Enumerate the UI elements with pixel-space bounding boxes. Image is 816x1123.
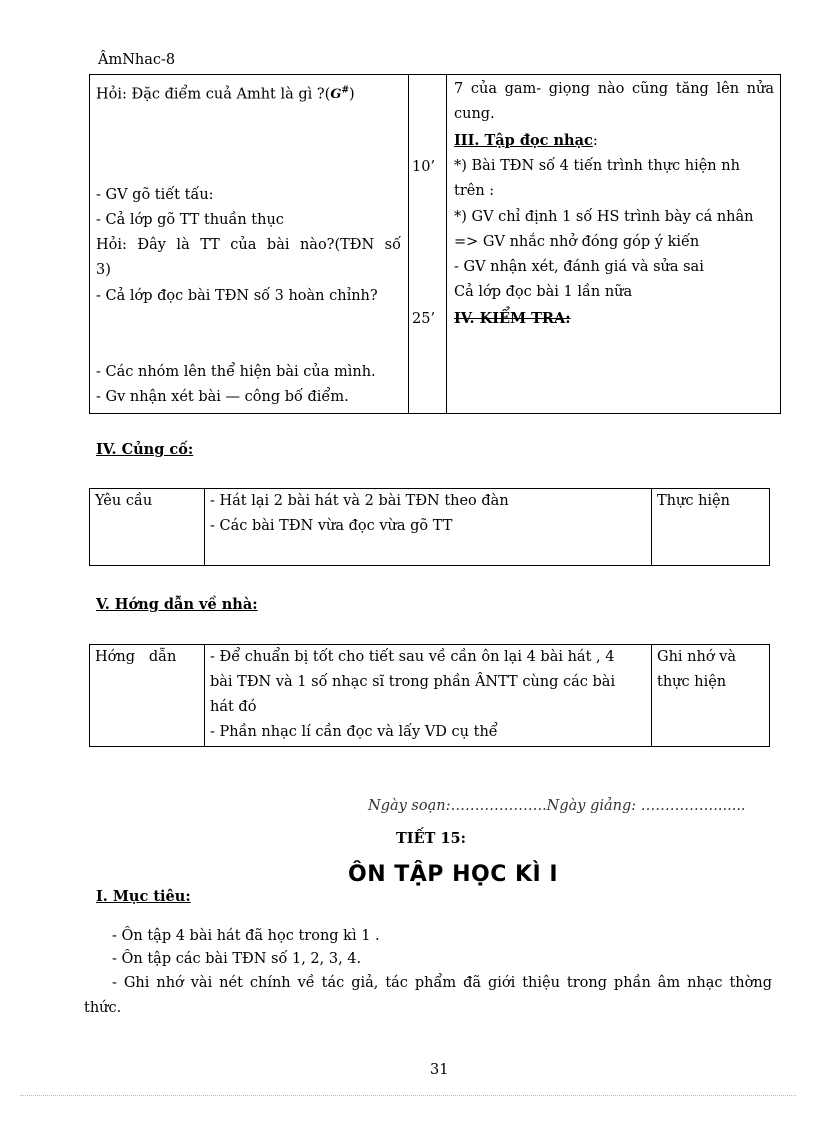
right-line-2: cung. <box>454 106 495 122</box>
page-number: 31 <box>430 1062 449 1078</box>
left-line-4: Hỏi: Đây là TT của bài nào?(TĐN số <box>96 237 401 253</box>
right-line-7: => GV nhắc nhở đóng góp ý kiến <box>454 234 700 250</box>
left-line-5: 3) <box>96 262 111 278</box>
lesson-table <box>89 74 781 414</box>
objectives-heading: I. Mục tiêu: <box>96 888 191 905</box>
date-line: Ngày soạn:………………..Ngày giảng: ……………....... <box>368 798 746 814</box>
huong-dan-heading: V. Hớng dẫn về nhà: <box>96 596 258 613</box>
objective-3-cont: thức. <box>84 1000 122 1016</box>
right-line-9: Cả lớp đọc bài 1 lần nữa <box>454 284 633 300</box>
time-10: 10’ <box>412 159 436 175</box>
huong-dan-table <box>89 644 770 747</box>
left-line-8: - Gv nhận xét bài — công bố điểm. <box>96 389 349 405</box>
left-line-2: - GV gõ tiết tấu: <box>96 187 214 203</box>
huong-dan-col1: Hớng dẫn <box>90 645 205 747</box>
cung-co-table <box>89 488 770 566</box>
g-sharp-symbol: G# <box>330 86 349 103</box>
right-line-8: - GV nhận xét, đánh giá và sửa sai <box>454 259 704 275</box>
tap-doc-nhac-heading: III. Tập đọc nhạc: <box>454 132 598 149</box>
question-1: Hỏi: Đặc điểm cuả Amht là gì ?(G#) <box>96 86 355 103</box>
left-line-6: - Cả lớp đọc bài TĐN số 3 hoàn chỉnh? <box>96 288 378 304</box>
right-line-1: 7 của gam- giọng nào cũng tăng lên nửa <box>454 81 774 97</box>
objective-2: - Ôn tập các bài TĐN số 1, 2, 3, 4. <box>112 951 362 967</box>
cung-co-heading: IV. Củng cố: <box>96 441 194 458</box>
cung-co-col1: Yêu cầu <box>90 489 205 566</box>
huong-dan-col3: Ghi nhớ và thực hiện <box>652 645 770 747</box>
right-line-5: trên : <box>454 183 495 199</box>
lesson-title: ÔN TẬP HỌC KÌ I <box>348 862 559 887</box>
cung-co-col3: Thực hiện <box>652 489 770 566</box>
kiem-tra-heading: IV. KIỂM TRA: <box>454 310 571 327</box>
right-line-6: *) GV chỉ định 1 số HS trình bày cá nhân <box>454 209 754 225</box>
left-line-3: - Cả lớp gõ TT thuần thục <box>96 212 284 228</box>
huong-dan-col2: - Để chuẩn bị tốt cho tiết sau về cần ôn lại 4 bài hát , 4 bài TĐN và 1 số nhạc sĩ trong phần ÂNTT cùng các bài hát đó - Phần nhạc lí cần đọc và lấy VD cụ thể <box>205 645 652 747</box>
period-title: TIẾT 15: <box>396 830 466 847</box>
footer-divider <box>20 1094 796 1096</box>
right-line-4: *) Bài TĐN số 4 tiến trình thực hiện nh <box>454 158 740 174</box>
left-line-7: - Các nhóm lên thể hiện bài của mình. <box>96 364 376 380</box>
time-25: 25’ <box>412 311 436 327</box>
objective-3: - Ghi nhớ vài nét chính về tác giả, tác phẩm đã giới thiệu trong phần âm nhạc thờng <box>112 975 772 991</box>
cung-co-col2: - Hát lại 2 bài hát và 2 bài TĐN theo đàn - Các bài TĐN vừa đọc vừa gõ TT <box>205 489 652 566</box>
header-subject: ÂmNhac-8 <box>98 52 176 68</box>
objective-1: - Ôn tập 4 bài hát đã học trong kì 1 . <box>112 928 380 944</box>
